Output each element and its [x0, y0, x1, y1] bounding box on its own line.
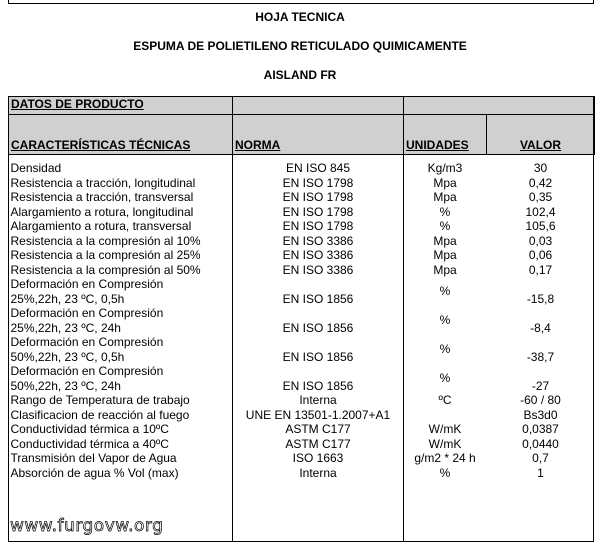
row-value: 0,17 — [528, 262, 553, 277]
row-unit: % — [439, 342, 451, 357]
row-name-text: Resistencia a tracción, longitudinal — [10, 175, 196, 190]
row-norma: EN ISO 3386 — [282, 248, 354, 262]
header-blank-cell — [233, 97, 404, 115]
table-row — [9, 335, 595, 364]
row-name — [9, 393, 233, 408]
row-unit: ºC — [438, 393, 452, 407]
row-name — [9, 451, 233, 466]
row-norma: Interna — [299, 465, 337, 480]
row-norma: ASTM C177 — [285, 436, 351, 451]
row-name — [9, 205, 233, 220]
column-header-name: CARACTERÍSTICAS TÉCNICAS — [9, 115, 233, 155]
row-name-detail: 50%,22h, 23 ºC, 0,5h — [10, 349, 125, 364]
row-name-text: Transmisión del Vapor de Agua — [10, 451, 177, 465]
row-name-text: Deformación en Compresión — [10, 335, 164, 349]
row-name-text: Alargamiento a rotura, transversal — [10, 219, 192, 233]
row-name-text: Absorción de agua % Vol (max) — [10, 465, 179, 480]
row-name-text: Clasificacion de reacción al fuego — [10, 407, 190, 422]
table-row — [9, 234, 595, 249]
row-value: -27 — [531, 378, 550, 393]
row-norma: EN ISO 845 — [285, 161, 351, 175]
row-name-text: Conductividad térmica a 40ºC — [10, 436, 169, 451]
table-row — [9, 161, 595, 176]
row-norma: EN ISO 1798 — [282, 175, 354, 190]
row-unit: % — [439, 313, 451, 328]
table-row — [9, 277, 595, 306]
row-name — [9, 306, 233, 335]
row-unit: Mpa — [433, 175, 457, 190]
row-name — [9, 190, 233, 205]
row-norma: EN ISO 1856 — [282, 378, 354, 393]
row-norma: ASTM C177 — [285, 422, 351, 436]
row-name-text: Deformación en Compresión — [10, 306, 164, 320]
row-name-text: Resistencia a la compresión al 25% — [10, 248, 201, 262]
row-name — [9, 219, 233, 234]
row-value: 0,03 — [528, 233, 553, 248]
table-row — [9, 393, 595, 408]
table-row — [9, 306, 595, 335]
row-name — [9, 335, 233, 364]
row-unit: Kg/m3 — [427, 161, 463, 175]
row-value: -38,7 — [526, 349, 555, 364]
row-value: 0,06 — [528, 248, 553, 262]
table-row — [9, 248, 595, 263]
table-row — [9, 451, 595, 466]
row-norma: Interna — [299, 393, 337, 407]
row-name-text: Rango de Temperatura de trabajo — [10, 393, 190, 407]
table-row — [9, 364, 595, 393]
row-norma: EN ISO 1798 — [282, 219, 354, 233]
row-unit: W/mK — [428, 436, 462, 451]
column-header-value: VALOR — [487, 115, 595, 155]
row-name-text: Resistencia a tracción, transversal — [10, 190, 194, 204]
row-unit: % — [439, 371, 451, 386]
column-header-norma: NORMA — [233, 115, 404, 155]
row-name-text: Deformación en Compresión — [10, 364, 164, 378]
row-unit: % — [439, 204, 451, 219]
row-name — [9, 466, 233, 481]
row-name-detail: 25%,22h, 23 ºC, 24h — [10, 320, 121, 335]
row-name — [9, 277, 233, 306]
section-header-row — [9, 97, 595, 115]
row-value: 0,7 — [532, 451, 549, 465]
row-norma: EN ISO 3386 — [282, 233, 354, 248]
table-row — [9, 263, 595, 278]
table-row — [9, 422, 595, 437]
row-name — [9, 364, 233, 393]
technical-data-table — [8, 96, 595, 480]
row-value: -8,4 — [530, 320, 551, 335]
row-name-text: Resistencia a la compresión al 10% — [10, 233, 201, 248]
table-row — [9, 190, 595, 205]
row-value: -60 / 80 — [520, 393, 561, 407]
table-row — [9, 408, 595, 423]
row-name — [9, 234, 233, 249]
row-norma: EN ISO 1856 — [282, 291, 354, 306]
row-unit: g/m2 * 24 h — [414, 451, 476, 465]
watermark: www.furgovw.org — [10, 516, 164, 536]
row-norma: EN ISO 1856 — [282, 320, 354, 335]
row-norma: EN ISO 1798 — [282, 190, 354, 204]
row-name — [9, 422, 233, 437]
row-norma: ISO 1663 — [292, 451, 344, 465]
row-value: 105,6 — [525, 219, 556, 233]
row-name-text: Alargamiento a rotura, longitudinal — [10, 204, 194, 219]
row-unit: Mpa — [433, 233, 457, 248]
row-name-detail: 25%,22h, 23 ºC, 0,5h — [10, 291, 125, 306]
row-norma: EN ISO 3386 — [282, 262, 354, 277]
row-unit: Mpa — [433, 262, 457, 277]
row-value: 102,4 — [525, 204, 556, 219]
table-row — [9, 205, 595, 220]
row-value: 0,0387 — [522, 422, 559, 436]
row-name-text: Deformación en Compresión — [10, 277, 164, 291]
row-unit: % — [439, 465, 451, 480]
row-name-text: Resistencia a la compresión al 50% — [10, 262, 201, 277]
row-name — [9, 161, 233, 176]
row-name — [9, 437, 233, 452]
row-name-text: Conductividad térmica a 10ºC — [10, 422, 169, 436]
row-value: 30 — [533, 161, 548, 175]
product-name: AISLAND FR — [263, 68, 337, 82]
row-norma: EN ISO 1798 — [282, 204, 354, 219]
row-value: 1 — [537, 465, 544, 480]
column-header-row — [9, 115, 595, 155]
row-name — [9, 408, 233, 423]
table-row — [9, 176, 595, 191]
row-value: -15,8 — [526, 291, 555, 306]
row-value: Bs3d0 — [523, 407, 558, 422]
row-value: 0,35 — [528, 190, 553, 204]
row-unit: W/mK — [428, 422, 462, 436]
table-row — [9, 437, 595, 452]
row-norma: EN ISO 1856 — [282, 349, 354, 364]
document-title: HOJA TECNICA — [255, 10, 345, 24]
row-unit: % — [439, 219, 451, 233]
table-row — [9, 466, 595, 481]
section-header: DATOS DE PRODUCTO — [9, 97, 233, 115]
row-value: 0,42 — [528, 175, 553, 190]
row-name — [9, 263, 233, 278]
column-header-unit: UNIDADES — [404, 115, 487, 155]
row-unit — [404, 408, 487, 423]
row-norma: UNE EN 13501-1.2007+A1 — [245, 407, 391, 422]
row-value: 0,0440 — [522, 436, 559, 451]
row-unit: Mpa — [433, 248, 457, 262]
document-subtitle: ESPUMA DE POLIETILENO RETICULADO QUIMICAMENTE — [133, 39, 467, 53]
row-name-detail: 50%,22h, 23 ºC, 24h — [10, 378, 121, 393]
row-name — [9, 248, 233, 263]
top-border — [8, 0, 594, 4]
row-name — [9, 176, 233, 191]
row-unit: Mpa — [433, 190, 457, 204]
row-name-text: Densidad — [10, 161, 62, 175]
table-row — [9, 219, 595, 234]
row-unit: % — [439, 284, 451, 299]
header-blank-cell — [404, 97, 595, 115]
